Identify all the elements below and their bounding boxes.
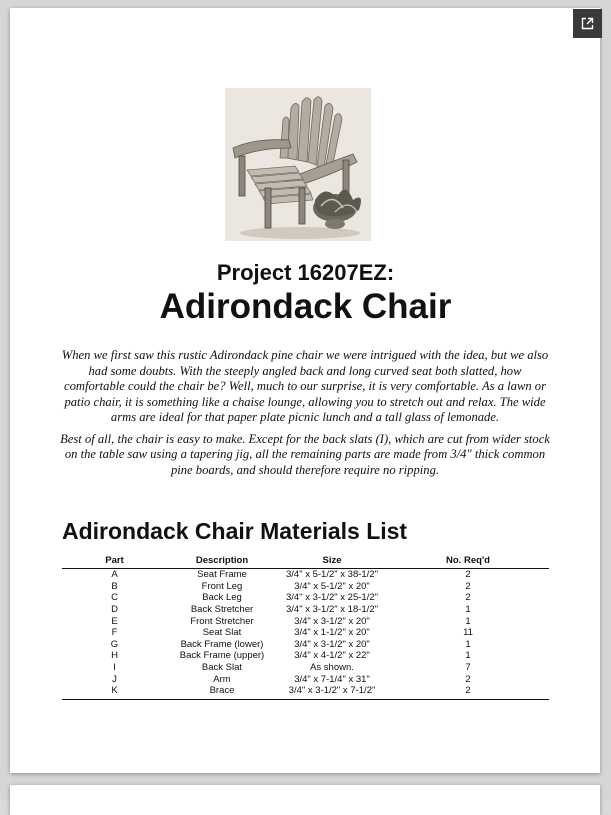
table-row	[62, 685, 549, 699]
description-cell: Front Leg	[201, 580, 243, 592]
size-cell: 3/4" x 5-1/2" x 20"	[294, 580, 370, 592]
part-cell: K	[62, 685, 167, 699]
quantity-cell: 2	[465, 592, 471, 604]
quantity-cell: 1	[465, 615, 471, 627]
project-number: Project 16207EZ:	[216, 260, 395, 285]
table-row	[62, 592, 549, 604]
open-in-new-window-icon	[581, 17, 594, 30]
size-cell: 3/4" x 3-1/2" x 20"	[294, 615, 370, 627]
part-cell: G	[110, 638, 119, 650]
table-row	[62, 662, 549, 674]
size-cell: 3/4" x 7-1/4" x 31"	[294, 673, 370, 685]
description-cell: Seat Frame	[197, 569, 247, 581]
description-cell: Seat Slat	[202, 627, 242, 639]
table-row	[62, 639, 549, 651]
part-cell: C	[111, 592, 118, 604]
table-row	[62, 650, 549, 662]
column-header-quantity: No. Req'd	[387, 554, 549, 569]
description-cell: Arm	[213, 673, 231, 685]
intro-paragraph-2: Best of all, the chair is easy to make. Except for the back slats (I), which are cut from wider stock on the table saw using a tapering jig, all the remaining parts are made from 3/4" thick common pine boards, and should therefore require no ripping.	[60, 431, 550, 477]
open-in-new-window-button[interactable]	[573, 9, 602, 38]
intro-paragraph-1: When we first saw this rustic Adirondack pine chair we were intrigued with the idea, but we also had some doubts. With the steeply angled back and long curved seat both slatted, how comfortable could the chair be? Well, much to our surprise, it is very comfortable. As a lawn or patio chair, it is something like a chaise lounge, allowing you to stretch out and relax. The wide arms are ideal for that paper plate picnic lunch and a tall glass of lemonade.	[61, 348, 549, 424]
description-cell: Brace	[167, 685, 277, 699]
size-cell: 3/4" x 4-1/2" x 22"	[294, 650, 370, 662]
column-header-size: Size	[277, 554, 387, 569]
description-cell: Back Frame (upper)	[179, 650, 265, 662]
part-cell: E	[111, 615, 118, 627]
size-cell: 3/4" x 3-1/2" x 7-1/2"	[277, 685, 387, 699]
table-row	[62, 673, 549, 685]
size-cell: 3/4" x 5-1/2" x 38-1/2"	[286, 569, 378, 581]
table-row	[62, 627, 549, 639]
part-cell: I	[113, 662, 116, 674]
table-row	[62, 604, 549, 616]
table-header-row	[62, 554, 549, 569]
quantity-cell: 1	[465, 604, 471, 616]
part-cell: D	[111, 604, 118, 616]
column-header-description: Description	[167, 554, 277, 569]
table-row	[62, 615, 549, 627]
description-cell: Back Leg	[202, 592, 242, 604]
table-row	[62, 581, 549, 593]
size-cell: 3/4" x 1-1/2" x 20"	[294, 627, 370, 639]
column-header-part: Part	[62, 554, 167, 569]
description-cell: Front Stretcher	[190, 615, 254, 627]
quantity-cell: 1	[465, 638, 471, 650]
quantity-cell: 2	[387, 685, 549, 699]
part-cell: A	[111, 569, 118, 581]
next-document-page	[10, 785, 600, 815]
quantity-cell: 2	[465, 569, 471, 581]
part-cell: B	[111, 580, 118, 592]
size-cell: 3/4" x 3-1/2" x 18-1/2"	[286, 604, 378, 616]
table-row	[62, 569, 549, 581]
quantity-cell: 2	[465, 580, 471, 592]
materials-table	[62, 554, 549, 700]
adirondack-chair-photo	[225, 88, 371, 241]
part-cell: F	[111, 627, 118, 639]
quantity-cell: 7	[465, 662, 471, 674]
size-cell: 3/4" x 3-1/2" x 20"	[294, 638, 370, 650]
materials-list-title: Adirondack Chair Materials List	[62, 518, 408, 544]
size-cell: As shown.	[310, 662, 354, 674]
description-cell: Back Slat	[201, 662, 243, 674]
page-title: Adirondack Chair	[159, 287, 452, 326]
part-cell: H	[111, 650, 118, 662]
description-cell: Back Frame (lower)	[180, 638, 264, 650]
description-cell: Back Stretcher	[190, 604, 254, 616]
quantity-cell: 1	[465, 650, 471, 662]
part-cell: J	[112, 673, 117, 685]
quantity-cell: 2	[465, 673, 471, 685]
quantity-cell: 11	[463, 627, 473, 639]
size-cell: 3/4" x 3-1/2" x 25-1/2"	[286, 592, 378, 604]
intro-text	[60, 348, 550, 484]
